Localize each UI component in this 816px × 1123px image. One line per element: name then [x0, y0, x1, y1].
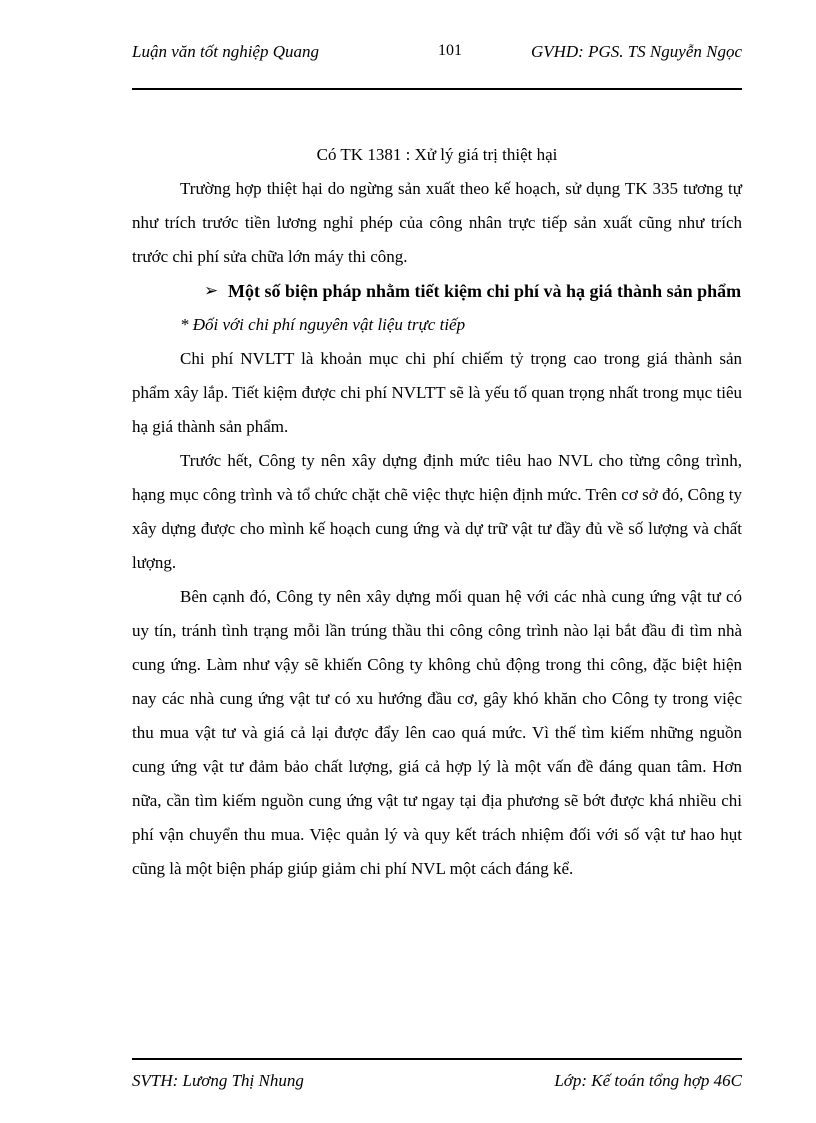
header-thesis-title: Luận văn tốt nghiệp Quang: [132, 42, 319, 61]
paragraph: Trước hết, Công ty nên xây dựng định mức tiêu hao NVL cho từng công trình, hạng mục công trình và tổ chức chặt chẽ việc thực hiện định mức. Trên cơ sở đó, Công ty xây dựng được cho mình kế hoạch cung ứng và dự trữ vật tư đầy đủ về số lượng và chất lượng.: [132, 451, 742, 572]
subheading: * Đối với chi phí nguyên vật liệu trực tiếp: [180, 315, 466, 334]
section-heading: [132, 274, 742, 308]
page-content: [132, 138, 742, 886]
paragraph: Bên cạnh đó, Công ty nên xây dựng mối quan hệ với các nhà cung ứng vật tư có uy tín, tránh tình trạng mỗi lần trúng thầu thi công công trình nào lại bắt đầu đi tìm nhà cung ứng. Làm như vậy sẽ khiến Công ty không chủ động trong thi công, đặc biệt hiện nay các nhà cung ứng vật tư có xu hướng đầu cơ, gây khó khăn cho Công ty trong việc thu mua vật tư và giá cả lại được đẩy lên cao quá mức. Vì thế tìm kiếm những nguồn cung ứng vật tư đảm bảo chất lượng, giá cả hợp lý là một vấn đề đáng quan tâm. Hơn nữa, cần tìm kiếm nguồn cung ứng vật tư ngay tại địa phương sẽ bớt được khá nhiều chi phí vận chuyển thu mua. Việc quản lý và quy kết trách nhiệm đối với số vật tư hao hụt cũng là một biện pháp giúp giảm chi phí NVL một cách đáng kể.: [132, 587, 742, 878]
paragraph: Chi phí NVLTT là khoản mục chi phí chiếm tỷ trọng cao trong giá thành sản phẩm xây lắp. Tiết kiệm được chi phí NVLTT sẽ là yếu tố quan trọng nhất trong mục tiêu hạ giá thành sản phẩm.: [132, 349, 742, 436]
page-footer: [132, 1058, 742, 1090]
arrow-bullet-icon: ➢: [204, 281, 219, 300]
section-heading-text: Một số biện pháp nhằm tiết kiệm chi phí và hạ giá thành sản phẩm: [228, 281, 742, 301]
footer-class: Lớp: Kế toán tổng hợp 46C: [554, 1071, 742, 1090]
account-entry-line: Có TK 1381 : Xử lý giá trị thiệt hại: [316, 145, 558, 164]
paragraph: Trường hợp thiệt hại do ngừng sản xuất theo kế hoạch, sử dụng TK 335 tương tự như trích trước tiền lương nghỉ phép của công nhân trực tiếp sản xuất cũng như trích trước chi phí sửa chữa lớn máy thi công.: [132, 179, 742, 266]
footer-student: SVTH: Lương Thị Nhung: [132, 1071, 304, 1090]
page-header: [132, 40, 742, 90]
header-supervisor: GVHD: PGS. TS Nguyễn Ngọc: [530, 42, 742, 61]
page-number: 101: [438, 42, 462, 59]
